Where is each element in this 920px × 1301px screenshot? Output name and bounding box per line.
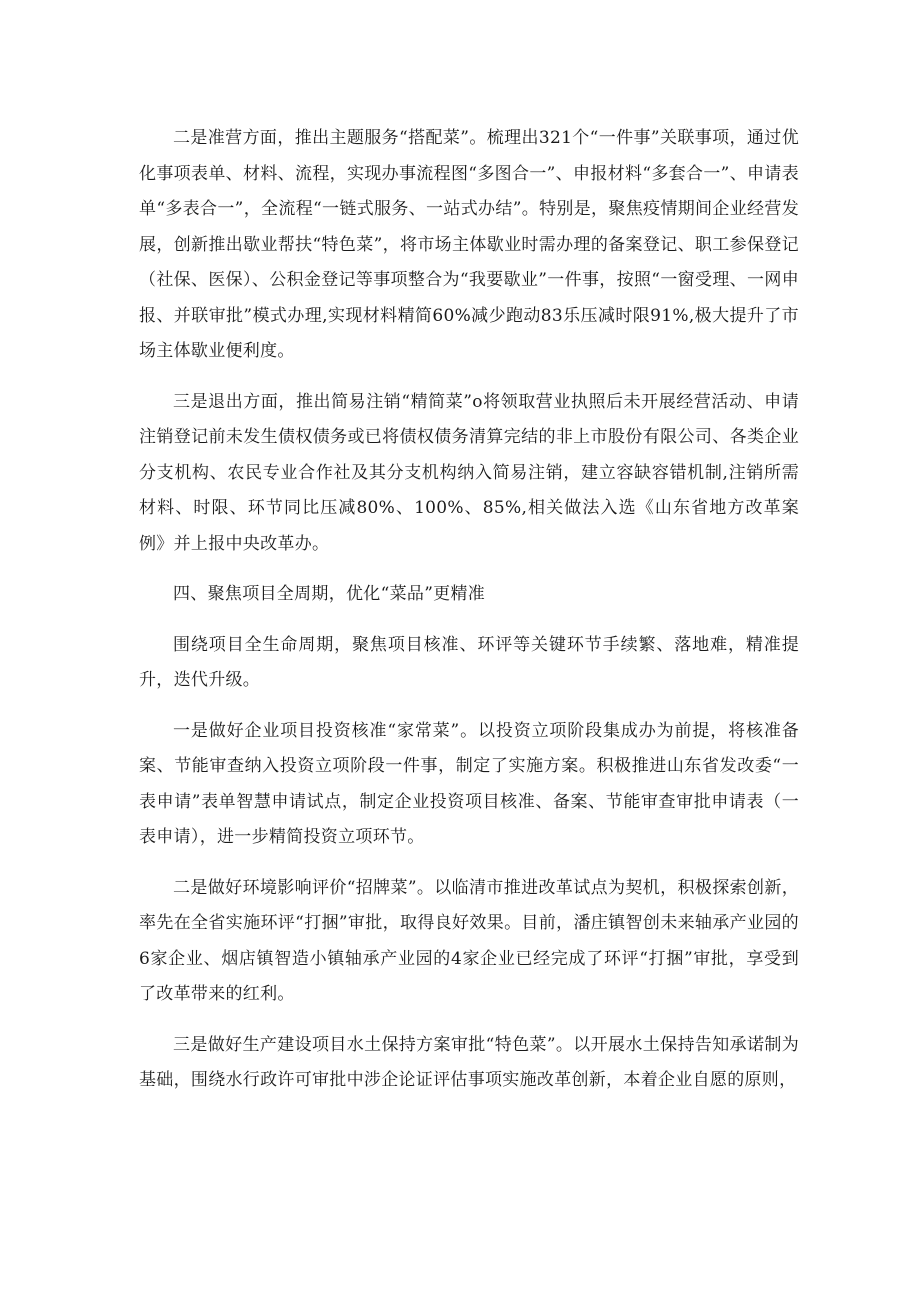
paragraph-entry-access: 二是准营方面，推出主题服务“搭配菜”。梳理出321个“一件事”关联事项，通过优化事项表单、材料、流程，实现办事流程图“多图合一”、申报材料“多套合一”、申请表单“多表合一”，全流程“一链式服务、一站式办结”。特别是，聚焦疫情期间企业经营发展，创新推出歇业帮扶“特色菜”，将市场主体歇业时需办理的备案登记、职工参保登记（社保、医保）、公积金登记等事项整合为“我要歇业”一件事，按照“一窗受理、一网申报、并联审批”模式办理,实现材料精简60%减少跑动83乐压减时限91%,极大提升了市场主体歇业便利度。 (139, 128, 799, 361)
section-heading-project-lifecycle: 四、聚焦项目全周期，优化“菜品”更精准 (173, 584, 486, 604)
paragraph-project-lifecycle-intro: 围绕项目全生命周期，聚焦项目核准、环评等关键环节手续繁、落地难，精准提升，迭代升级。 (139, 634, 799, 690)
paragraph-investment-approval: 一是做好企业项目投资核准“家常菜”。以投资立项阶段集成办为前提，将核准备案、节能审查纳入投资立项阶段一件事，制定了实施方案。积极推进山东省发改委“一表申请”表单智慧申请试点，制定企业投资项目核准、备案、节能审查审批申请表（一表申请），进一步精简投资立项环节。 (139, 720, 799, 847)
document-body (139, 121, 799, 1114)
paragraph-exit-deregistration: 三是退出方面，推出简易注销“精简菜”o将领取营业执照后未开展经营活动、申请注销登记前未发生债权债务或已将债权债务清算完结的非上市股份有限公司、各类企业分支机构、农民专业合作社及其分支机构纳入简易注销，建立容缺容错机制,注销所需材料、时限、环节同比压减80%、100%、85%,相关做法入选《山东省地方改革案例》并上报中央改革办。 (139, 391, 799, 554)
paragraph-environmental-assessment: 二是做好环境影响评价“招牌菜”。以临清市推进改革试点为契机，积极探索创新，率先在全省实施环评“打捆”审批，取得良好效果。目前，潘庄镇智创未来轴承产业园的6家企业、烟店镇智造小镇轴承产业园的4家企业已经完成了环评“打捆”审批，享受到了改革带来的红利。 (139, 877, 799, 1004)
paragraph-soil-conservation: 三是做好生产建设项目水土保持方案审批“特色菜”。以开展水土保持告知承诺制为基础，围绕水行政许可审批中涉企论证评估事项实施改革创新，本着企业自愿的原则， (139, 1034, 799, 1090)
